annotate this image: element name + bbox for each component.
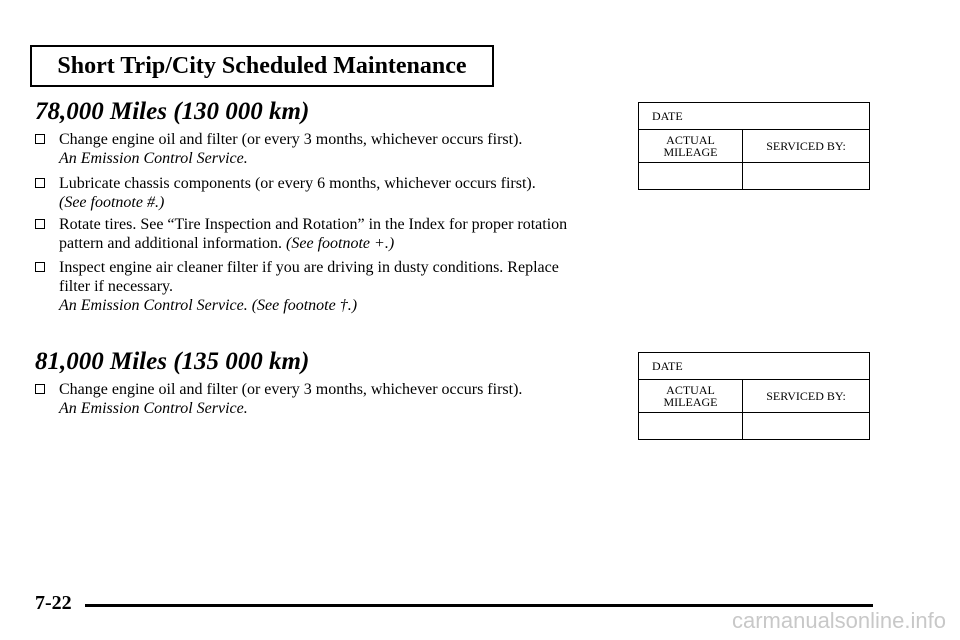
date-cell[interactable] [639,103,870,130]
checkbox-icon[interactable] [35,178,45,188]
list-item [35,130,605,168]
list-item [35,174,605,212]
mileage-entry-cell[interactable] [639,163,743,190]
serviced-by-entry-cell[interactable] [743,163,870,190]
page-number: 7-22 [35,592,72,614]
checkbox-icon[interactable] [35,219,45,229]
item-text-main: Rotate tires. See “Tire Inspection and Rotation” in the Index for proper rotation pattern and additional information. [59,216,568,252]
item-note: An Emission Control Service. [59,150,248,167]
checkbox-icon[interactable] [35,134,45,144]
item-note: (See footnote #.) [59,194,165,211]
item-note: An Emission Control Service. (See footnote †.) [59,297,358,314]
page-header [30,45,494,87]
watermark: carmanualsonline.info [731,608,946,633]
service-record-table [638,102,870,190]
date-cell[interactable] [639,353,870,380]
item-footnote: (See footnote +.) [286,235,395,252]
section-title-81000: 81,000 Miles (135 000 km) [35,348,310,375]
serviced-by-header: SERVICED BY: [743,130,870,163]
mileage-entry-cell[interactable] [639,413,743,440]
item-text [59,215,579,253]
header-title: Short Trip/City Scheduled Maintenance [57,52,467,79]
section-title-78000: 78,000 Miles (130 000 km) [35,98,310,125]
checkbox-icon[interactable] [35,262,45,272]
item-note: An Emission Control Service. [59,400,248,417]
item-text: Change engine oil and filter (or every 3 months, whichever occurs first). [59,131,523,148]
item-text: Lubricate chassis components (or every 6 months, whichever occurs first). [59,175,536,192]
serviced-by-entry-cell[interactable] [743,413,870,440]
date-label: DATE [652,108,683,123]
list-item [35,258,605,315]
mileage-header: ACTUAL MILEAGE [639,380,743,413]
item-text: Change engine oil and filter (or every 3 months, whichever occurs first). [59,381,523,398]
checkbox-icon[interactable] [35,384,45,394]
date-label: DATE [652,358,683,373]
service-record-table [638,352,870,440]
footer-divider [85,604,873,607]
mileage-header: ACTUAL MILEAGE [639,130,743,163]
list-item [35,215,605,253]
item-text: Inspect engine air cleaner filter if you are driving in dusty conditions. Replace filter if necessary. [59,259,559,295]
serviced-by-header: SERVICED BY: [743,380,870,413]
list-item [35,380,605,418]
